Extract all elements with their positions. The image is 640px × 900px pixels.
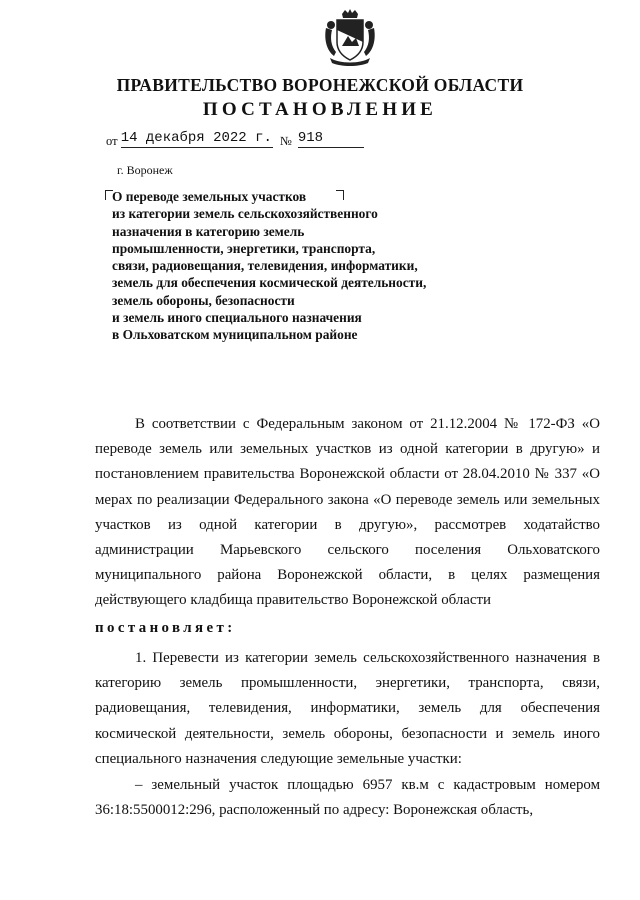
subject-line: связи, радиовещания, телевидения, информатики,: [112, 258, 418, 274]
subject-line: земель обороны, безопасности: [112, 292, 295, 308]
subject-line: из категории земель сельскохозяйственного: [112, 206, 378, 222]
subject-line: промышленности, энергетики, транспорта,: [112, 240, 376, 256]
date-prefix: от: [106, 134, 118, 148]
government-title: ПРАВИТЕЛЬСТВО ВОРОНЕЖСКОЙ ОБЛАСТИ: [116, 75, 524, 95]
date-number-line: [106, 130, 364, 152]
subject-line: и земель иного специального назначения: [112, 310, 362, 326]
city-label: г. Воронеж: [117, 163, 173, 177]
subject-line: в Ольховатском муниципальном районе: [112, 327, 358, 343]
document-subject: [112, 188, 472, 344]
coat-of-arms-icon: [322, 8, 378, 68]
item-1-paragraph: 1. Перевести из категории земель сельскохозяйственного назначения в категорию земель промышленности, энергетики, транспорта, связи, радиовещания, телевидения, информатики, земель для обеспечения космической деятельности, земель обороны, безопасности и земель иного специального назначения следующие земельные участки:: [95, 650, 600, 767]
document-date: 14 декабря 2022 г.: [120, 130, 272, 146]
subject-line: земель для обеспечения космической деятельности,: [112, 275, 427, 291]
item-1-subitem: – земельный участок площадью 6957 кв.м с кадастровым номером 36:18:5500012:296, расположенный по адресу: Воронежская область,: [95, 777, 600, 819]
document-type: ПОСТАНОВЛЕНИЕ: [202, 99, 438, 120]
preamble-paragraph: В соответствии с Федеральным законом от 21.12.2004 № 172-ФЗ «О переводе земель или земельных участков из одной категории в другую» и постановлением правительства Воронежской области от 28.04.2010 № 337 «О мерах по реализации Федерального закона «О переводе земель или земельных участков из одной категории в другую», рассмотрев ходатайство администрации Марьевского сельского поселения Ольховатского муниципального района Воронежской области, в целях размещения действующего кладбища правительство Воронежской области: [95, 416, 600, 609]
subject-line: назначения в категорию земель: [112, 223, 305, 239]
subject-line: О переводе земельных участков: [112, 189, 307, 204]
document-number: 918: [298, 130, 364, 148]
decree-word: постановляет:: [95, 620, 236, 636]
number-label: №: [279, 134, 292, 148]
